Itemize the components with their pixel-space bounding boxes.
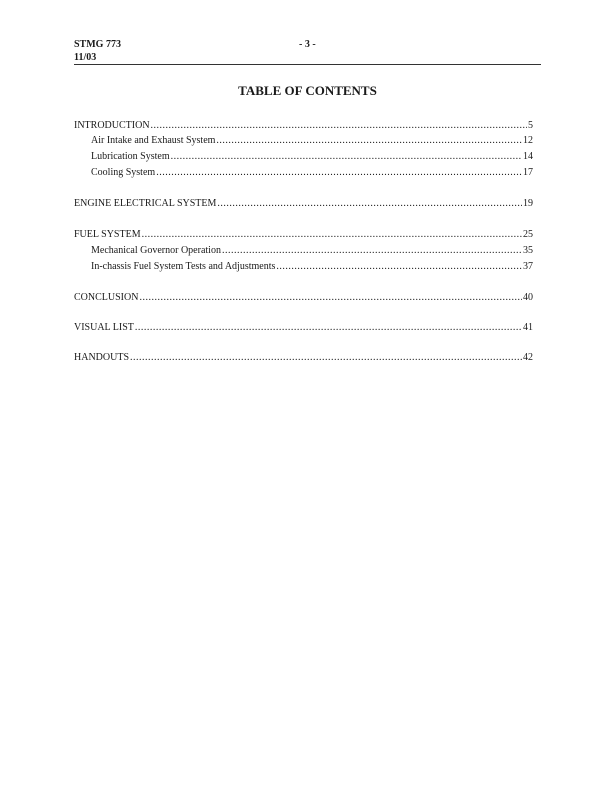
- page-title: TABLE OF CONTENTS: [238, 83, 377, 98]
- toc-leader-dots: [130, 351, 522, 365]
- toc-entry-page: 42: [523, 352, 533, 363]
- toc-entry-page: 35: [523, 245, 533, 256]
- toc-entry-page: 19: [523, 198, 533, 209]
- toc-entry-in-chassis-tests: [91, 260, 533, 274]
- toc-entry-label: ENGINE ELECTRICAL SYSTEM: [74, 198, 217, 209]
- toc-entry-page: 37: [523, 261, 533, 272]
- toc-entry-handouts: [74, 351, 533, 365]
- toc-entry-mechanical-governor: [91, 244, 533, 258]
- toc-entry-label: In-chassis Fuel System Tests and Adjustments: [91, 261, 276, 272]
- toc-entry-page: 25: [523, 229, 533, 240]
- toc-entry-visual-list: [74, 321, 533, 335]
- toc-entry-label: Cooling System: [91, 167, 156, 178]
- toc-entry-page: 14: [523, 151, 533, 162]
- toc-entry-page: 12: [523, 135, 533, 146]
- document-date: 11/03: [74, 52, 97, 63]
- toc-entry-label: VISUAL LIST: [74, 322, 134, 333]
- toc-leader-dots: [217, 197, 522, 211]
- toc-entry-label: Air Intake and Exhaust System: [91, 135, 216, 146]
- document-id: STMG 773: [74, 39, 121, 50]
- toc-entry-page: 40: [523, 292, 533, 303]
- toc-entry-page: 17: [523, 167, 533, 178]
- toc-entry-air-intake: [91, 134, 533, 148]
- page-header: [74, 39, 541, 65]
- header-rule: [74, 64, 541, 65]
- toc-entry-page: 41: [523, 322, 533, 333]
- toc-entry-introduction: [74, 119, 533, 133]
- toc-leader-dots: [142, 228, 522, 242]
- toc-entry-lubrication: [91, 150, 533, 164]
- toc-entry-label: FUEL SYSTEM: [74, 229, 141, 240]
- toc-entry-engine-electrical: [74, 197, 533, 211]
- toc-entry-label: Mechanical Governor Operation: [91, 245, 221, 256]
- toc-entry-label: Lubrication System: [91, 151, 170, 162]
- toc-leader-dots: [139, 291, 522, 305]
- toc-entry-conclusion: [74, 291, 533, 305]
- toc-leader-dots: [276, 260, 522, 274]
- toc-leader-dots: [156, 166, 522, 180]
- page-number: - 3 -: [299, 39, 316, 50]
- toc-entry-label: INTRODUCTION: [74, 120, 150, 131]
- toc-entry-fuel-system: [74, 228, 533, 242]
- toc-entry-label: HANDOUTS: [74, 352, 129, 363]
- toc-entry-page: 5: [528, 120, 533, 131]
- toc-leader-dots: [222, 244, 522, 258]
- toc-leader-dots: [151, 119, 527, 133]
- toc-entry-cooling: [91, 166, 533, 180]
- toc-leader-dots: [135, 321, 522, 335]
- toc-leader-dots: [216, 134, 522, 148]
- toc-leader-dots: [171, 150, 522, 164]
- toc-entry-label: CONCLUSION: [74, 292, 139, 303]
